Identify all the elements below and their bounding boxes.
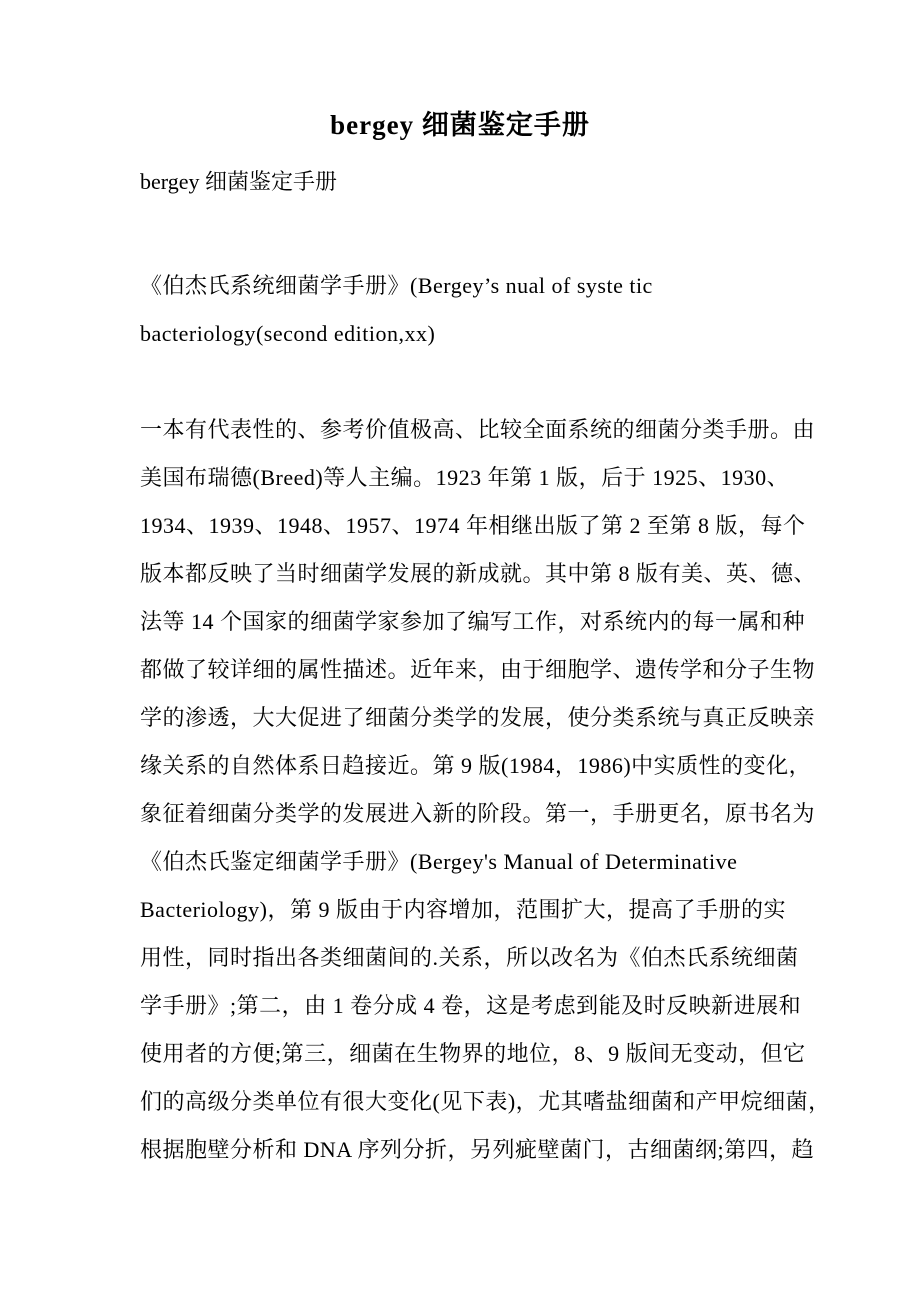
text-line: 用性，同时指出各类细菌间的.关系，所以改名为《伯杰氏系统细菌 — [140, 945, 799, 970]
subtitle-line: bergey 细菌鉴定手册 — [140, 169, 337, 194]
text-line: 美国布瑞德(Breed)等人主编。1923 年第 1 版，后于 1925、1930、 — [140, 465, 790, 490]
text-line: 学手册》;第二，由 1 卷分成 4 卷，这是考虑到能及时反映新进展和 — [140, 993, 802, 1018]
text-line: 象征着细菌分类学的发展进入新的阶段。第一，手册更名，原书名为 — [140, 801, 816, 826]
text-line: 《伯杰氏鉴定细菌学手册》(Bergey's Manual of Determinative — [140, 849, 738, 874]
text-line: Bacteriology)，第 9 版由于内容增加，范围扩大，提高了手册的实 — [140, 897, 786, 922]
text-line: 都做了较详细的属性描述。近年来，由于细胞学、遗传学和分子生物 — [140, 657, 816, 682]
text-line: 根据胞壁分析和 DNA 序列分折，另列疵壁菌门，古细菌纲;第四，趋 — [140, 1137, 815, 1162]
text-line: 们的高级分类单位有很大变化(见下表)，尤其嗜盐细菌和产甲烷细菌， — [140, 1089, 831, 1114]
text-line: 1934、1939、1948、1957、1974 年相继出版了第 2 至第 8 版，每个 — [140, 513, 806, 538]
document-title: bergey 细菌鉴定手册 — [330, 110, 590, 140]
text-line: bacteriology(second edition,xx) — [140, 321, 436, 346]
blank-line — [140, 358, 792, 406]
text-block — [140, 262, 831, 1174]
text-line: 一本有代表性的、参考价值极高、比较全面系统的细菌分类手册。由 — [140, 417, 816, 442]
text-line: 法等 14 个国家的细菌学家参加了编写工作，对系统内的每一属和种 — [140, 609, 806, 634]
text-line: 学的渗透，大大促进了细菌分类学的发展，使分类系统与真正反映亲 — [140, 705, 816, 730]
text-line: 缘关系的自然体系日趋接近。第 9 版(1984，1986)中实质性的变化， — [140, 753, 812, 778]
text-line: 《伯杰氏系统细菌学手册》(Bergey’s nual of syste tic — [140, 273, 653, 298]
text-line: 版本都反映了当时细菌学发展的新成就。其中第 8 版有美、英、德、 — [140, 561, 817, 586]
text-line: 使用者的方便;第三，细菌在生物界的地位，8、9 版间无变动，但它 — [140, 1041, 806, 1066]
